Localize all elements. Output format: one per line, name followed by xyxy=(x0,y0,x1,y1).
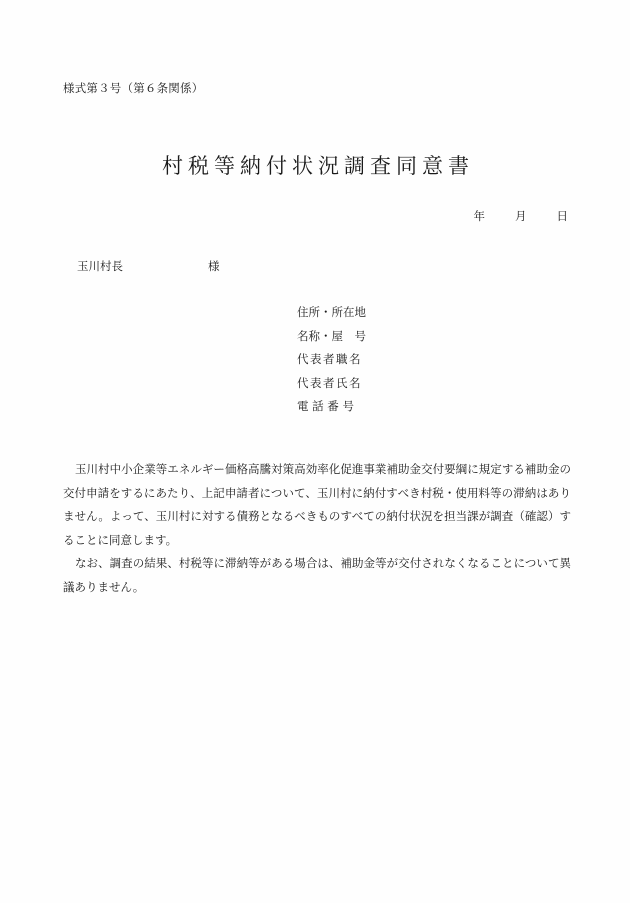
addressee xyxy=(77,258,220,274)
consent-paragraph-2: なお、調査の結果、村税等に滞納等がある場合は、補助金等が交付されなくなることについて異議ありません。 xyxy=(63,556,571,594)
date-month-label: 月 xyxy=(515,209,527,223)
addressee-honorific: 様 xyxy=(208,259,220,273)
representative-name-label: 代表者氏名 xyxy=(297,375,362,390)
date-year-label: 年 xyxy=(473,209,485,223)
form-number: 様式第３号（第６条関係） xyxy=(63,81,204,95)
address-label: 住所・所在地 xyxy=(297,305,366,319)
addressee-name: 玉川村長 xyxy=(77,259,123,273)
consent-text xyxy=(63,458,571,600)
date-line xyxy=(474,208,569,224)
document-title: 村税等納付状況調査同意書 xyxy=(162,154,474,178)
applicant-block xyxy=(297,302,366,420)
consent-paragraph-1: 玉川村中小企業等エネルギー価格高騰対策高効率化促進事業補助金交付要綱に規定する補助金の交付申請をするにあたり、上記申請者について、玉川村に納付すべき村税・使用料等の滞納はありません。よって、玉川村に対する債務となるべきものすべての納付状況を担当課が調査（確認）することに同意します。 xyxy=(63,462,571,547)
business-name-label: 名称・屋 号 xyxy=(297,328,366,343)
representative-title-label: 代表者職名 xyxy=(297,352,362,366)
date-day-label: 日 xyxy=(556,209,568,223)
phone-number-label: 電 話 番 号 xyxy=(297,399,354,413)
